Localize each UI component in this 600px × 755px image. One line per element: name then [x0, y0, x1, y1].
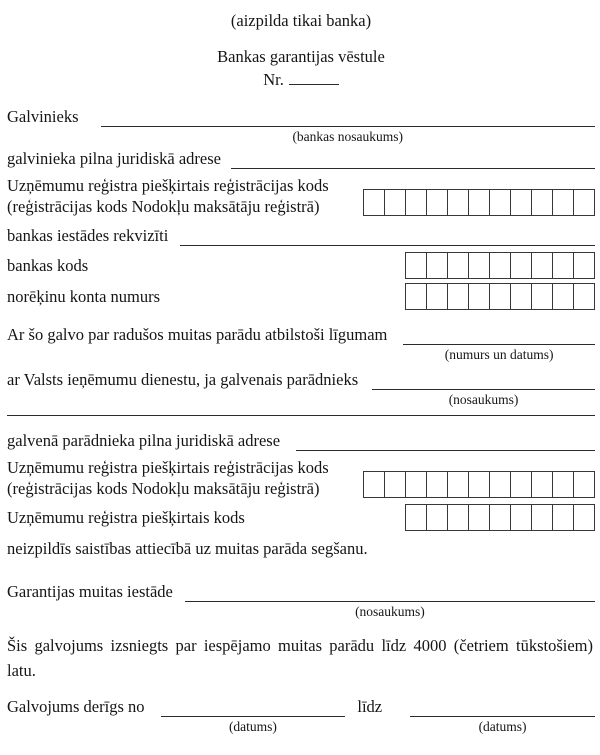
code-box-cell	[405, 252, 427, 279]
code-box-cell	[531, 471, 553, 498]
code-box-cell	[489, 189, 511, 216]
code-box-cell	[384, 189, 406, 216]
field-guarantor-reg-code	[7, 175, 595, 217]
validity-to-caption: (datums)	[478, 719, 527, 734]
field-account-number	[7, 283, 595, 310]
principal-debtor-label: ar Valsts ieņēmumu dienestu, ja galvenais parādnieks	[7, 370, 359, 389]
account-number-label: norēķinu konta numurs	[7, 287, 161, 306]
field-debtor-address	[7, 430, 595, 451]
code-box-cell	[489, 504, 511, 531]
code-box-cell	[552, 504, 574, 531]
nr-blank-line	[289, 70, 339, 85]
code-box-cell	[489, 283, 511, 310]
debtor-reg-code-label-line1: Uzņēmumu reģistra piešķirtais reģistrācijas kods	[7, 458, 329, 477]
code-box-cell	[447, 189, 469, 216]
code-box-cell	[489, 471, 511, 498]
code-box-cell	[363, 471, 385, 498]
guarantor-reg-code-label-line1: Uzņēmumu reģistra piešķirtais reģistrācijas kods	[7, 176, 329, 195]
code-box-cell	[552, 283, 574, 310]
code-box-cell	[552, 471, 574, 498]
guarantor-label: Galvinieks	[7, 107, 79, 126]
field-contract	[7, 324, 595, 363]
form-title: Bankas garantijas vēstule	[217, 47, 385, 66]
code-box-cell	[426, 252, 448, 279]
code-box-cell	[573, 252, 595, 279]
code-box-cell	[510, 189, 532, 216]
code-box-cell	[447, 283, 469, 310]
guarantor-reg-code-label-line2: (reģistrācijas kods Nodokļu maksātāju reģistrā)	[7, 197, 320, 216]
field-validity	[7, 696, 595, 735]
bank-requisites-fill-line	[180, 225, 595, 246]
code-box-cell	[468, 471, 490, 498]
field-bank-code	[7, 252, 595, 279]
bank-requisites-label: bankas iestādes rekvizīti	[7, 226, 169, 245]
code-box-cell	[552, 189, 574, 216]
code-box-cell	[426, 504, 448, 531]
code-box-cell	[405, 189, 427, 216]
code-box-cell	[510, 471, 532, 498]
debtor-address-fill-line	[296, 430, 595, 451]
debtor-reg-code-boxes	[363, 471, 595, 498]
code-box-cell	[531, 504, 553, 531]
field-customs-office	[7, 581, 595, 620]
code-box-cell	[510, 504, 532, 531]
code-box-cell	[468, 189, 490, 216]
debtor-reg-code-label-line2: (reģistrācijas kods Nodokļu maksātāju reģistrā)	[7, 479, 320, 498]
code-box-cell	[447, 252, 469, 279]
debtor-reg-code-short-boxes	[405, 504, 595, 531]
field-principal-debtor	[7, 369, 595, 408]
debtor-name-continuation-line	[7, 415, 595, 416]
code-box-cell	[531, 252, 553, 279]
code-box-cell	[489, 252, 511, 279]
guarantor-reg-code-boxes	[363, 189, 595, 216]
validity-to-fill-line	[410, 696, 595, 717]
contract-label: Ar šo galvo par radušos muitas parādu atbilstoši līgumam	[7, 325, 388, 344]
account-number-boxes	[405, 283, 595, 310]
customs-office-label: Garantijas muitas iestāde	[7, 582, 173, 601]
bank-code-boxes	[405, 252, 595, 279]
code-box-cell	[552, 252, 574, 279]
code-box-cell	[405, 504, 427, 531]
debtor-address-label: galvenā parādnieka pilna juridiskā adrese	[7, 431, 281, 450]
amount-paragraph: Šis galvojums izsniegts par iespējamo muitas parādu līdz 4000 (četriem tūkstošiem) latu.	[7, 636, 593, 680]
code-box-cell	[426, 471, 448, 498]
code-box-cell	[384, 471, 406, 498]
number-row	[7, 70, 595, 90]
code-box-cell	[510, 252, 532, 279]
obligation-text: neizpildīs saistības attiecībā uz muitas parāda segšanu.	[7, 539, 368, 558]
contract-fill-line	[403, 324, 595, 345]
code-box-cell	[468, 252, 490, 279]
principal-debtor-fill-line	[372, 369, 595, 390]
customs-office-caption: (nosaukums)	[355, 604, 425, 619]
code-box-cell	[510, 283, 532, 310]
code-box-cell	[573, 504, 595, 531]
form-note: (aizpilda tikai banka)	[230, 11, 372, 30]
code-box-cell	[405, 283, 427, 310]
code-box-cell	[573, 283, 595, 310]
customs-office-fill-line	[185, 581, 595, 602]
code-box-cell	[468, 283, 490, 310]
validity-label: Galvojums derīgs no	[7, 697, 145, 716]
code-box-cell	[573, 189, 595, 216]
validity-from-fill-line	[161, 696, 346, 717]
bank-code-label: bankas kods	[7, 256, 89, 275]
code-box-cell	[405, 471, 427, 498]
principal-debtor-caption: (nosaukums)	[448, 392, 519, 407]
code-box-cell	[447, 504, 469, 531]
guarantor-fill-line	[101, 106, 596, 127]
debtor-reg-code-short-label: Uzņēmumu reģistra piešķirtais kods	[7, 508, 245, 527]
validity-mid-label: līdz	[357, 697, 383, 716]
field-bank-requisites	[7, 225, 595, 246]
field-debtor-reg-code	[7, 457, 595, 499]
code-box-cell	[573, 471, 595, 498]
code-box-cell	[447, 471, 469, 498]
guarantor-address-fill-line	[231, 148, 595, 169]
code-box-cell	[426, 189, 448, 216]
guarantor-address-label: galvinieka pilna juridiskā adrese	[7, 149, 221, 168]
code-box-cell	[531, 283, 553, 310]
field-guarantor	[7, 106, 595, 145]
guarantor-caption: (bankas nosaukums)	[292, 129, 404, 144]
code-box-cell	[426, 283, 448, 310]
code-box-cell	[531, 189, 553, 216]
code-box-cell	[468, 504, 490, 531]
code-box-cell	[363, 189, 385, 216]
field-guarantor-address	[7, 148, 595, 169]
nr-label: Nr.	[263, 70, 284, 89]
validity-from-caption: (datums)	[228, 719, 277, 734]
field-debtor-reg-code-short	[7, 504, 595, 531]
contract-caption: (numurs un datums)	[444, 347, 554, 362]
